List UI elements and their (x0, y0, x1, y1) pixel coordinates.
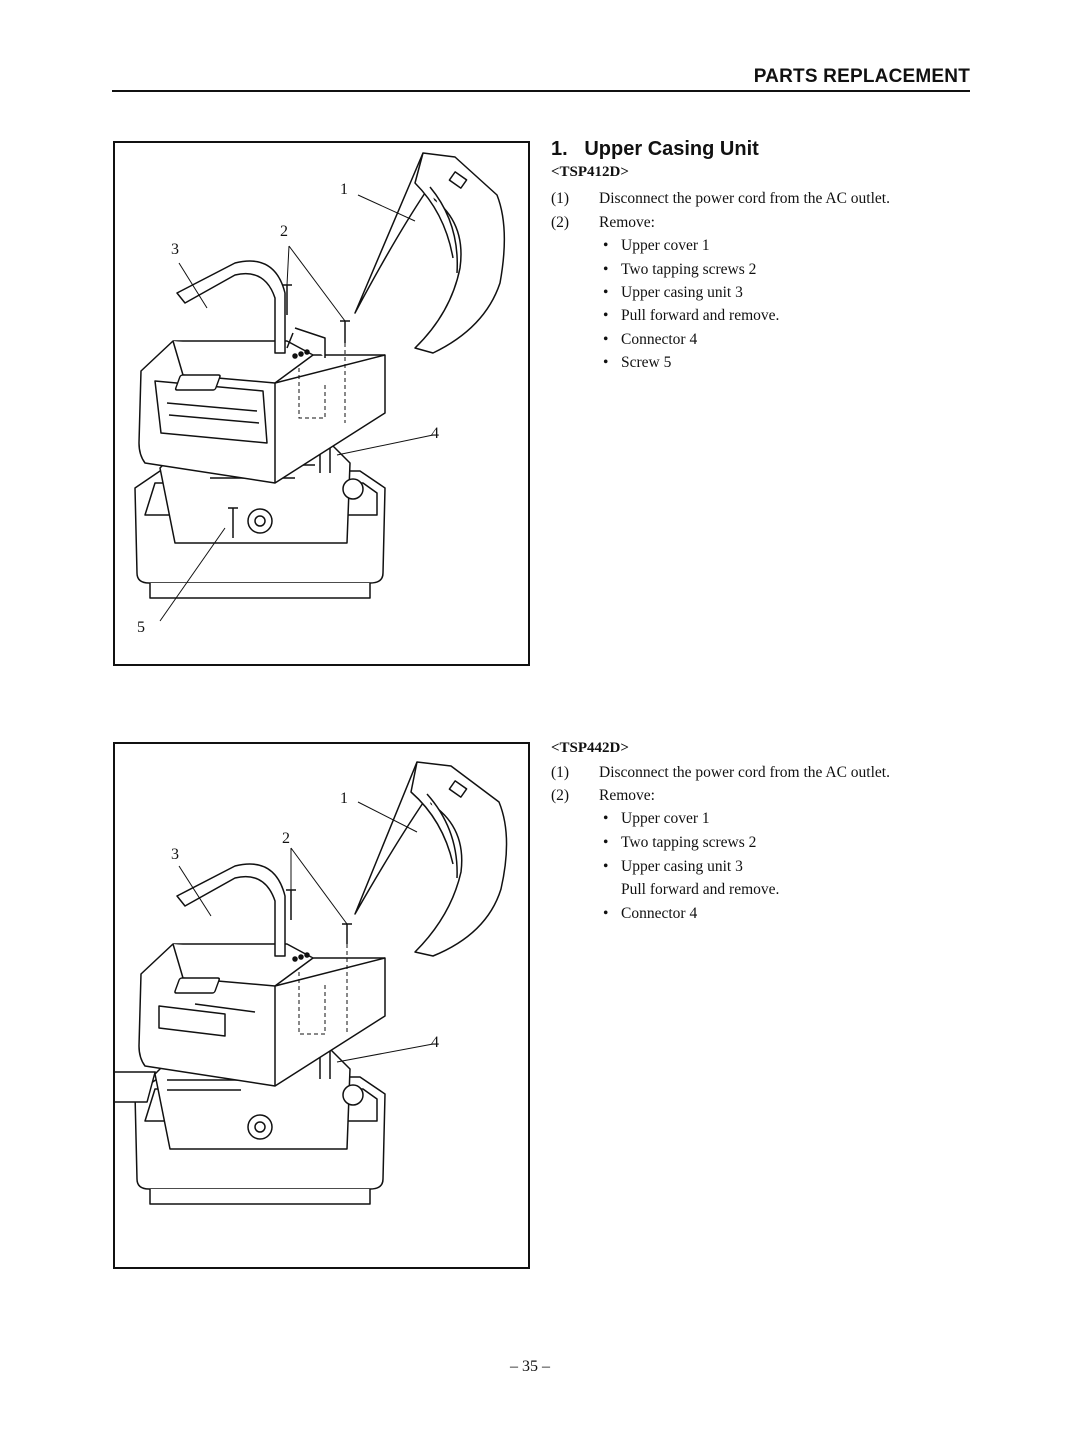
step-1 (551, 190, 890, 208)
bullet-icon: • (603, 284, 609, 301)
callout-1: 1 (340, 790, 348, 807)
list-item (603, 810, 710, 828)
list-item (603, 331, 697, 349)
header-title: PARTS REPLACEMENT (753, 66, 970, 87)
list-item-text: Screw 5 (621, 354, 672, 371)
step-text: Disconnect the power cord from the AC outlet. (599, 190, 890, 207)
step-1 (551, 764, 890, 782)
bullet-icon: • (603, 858, 609, 875)
bullet-icon: • (603, 307, 609, 324)
step-number: (1) (551, 764, 570, 781)
printer-illustration-tsp412d (115, 143, 528, 664)
figure-tsp412d (113, 141, 530, 666)
bullet-icon: • (603, 834, 609, 851)
callout-2: 2 (280, 223, 288, 240)
list-item-text: Upper cover 1 (621, 810, 710, 827)
list-item (603, 237, 710, 255)
page-header (112, 64, 970, 92)
step-2 (551, 214, 655, 232)
figure-tsp442d (113, 742, 530, 1269)
model-tsp412d: <TSP412D> (551, 164, 629, 180)
bullet-icon: • (603, 810, 609, 827)
list-item-text: Two tapping screws 2 (621, 261, 757, 278)
step-number: (2) (551, 787, 570, 804)
list-item-text: Connector 4 (621, 331, 698, 348)
list-item-text: Upper casing unit 3 (621, 284, 743, 301)
step-text: Remove: (599, 214, 655, 231)
callout-2: 2 (282, 830, 290, 847)
list-item (603, 834, 756, 852)
list-item (603, 261, 756, 279)
bullet-icon: • (603, 237, 609, 254)
callout-3: 3 (171, 846, 179, 863)
list-item-text: Two tapping screws 2 (621, 834, 757, 851)
callout-4: 4 (431, 425, 439, 442)
list-item (603, 284, 743, 302)
list-item-text: Pull forward and remove. (621, 307, 780, 324)
section-title: 1. Upper Casing Unit (551, 138, 759, 160)
list-item (603, 905, 697, 923)
callout-3: 3 (171, 241, 179, 258)
step-2 (551, 787, 655, 805)
step-number: (2) (551, 214, 570, 231)
list-item-text: Upper casing unit 3 (621, 858, 743, 875)
list-item (603, 307, 779, 325)
bullet-icon: • (603, 354, 609, 371)
list-item (603, 354, 671, 372)
bullet-icon: • (603, 261, 609, 278)
printer-illustration-tsp442d (115, 744, 528, 1267)
callout-5: 5 (137, 619, 145, 636)
bullet-icon: • (603, 905, 609, 922)
note-text: Pull forward and remove. (621, 881, 780, 898)
list-item-text: Upper cover 1 (621, 237, 710, 254)
step-number: (1) (551, 190, 570, 207)
callout-1: 1 (340, 181, 348, 198)
step-text: Remove: (599, 787, 655, 804)
callout-4: 4 (431, 1034, 439, 1051)
list-item-text: Connector 4 (621, 905, 698, 922)
model-tsp442d: <TSP442D> (551, 740, 629, 756)
step-text: Disconnect the power cord from the AC outlet. (599, 764, 890, 781)
bullet-icon: • (603, 331, 609, 348)
list-item (603, 858, 743, 876)
page-number: – 35 – (510, 1358, 550, 1375)
